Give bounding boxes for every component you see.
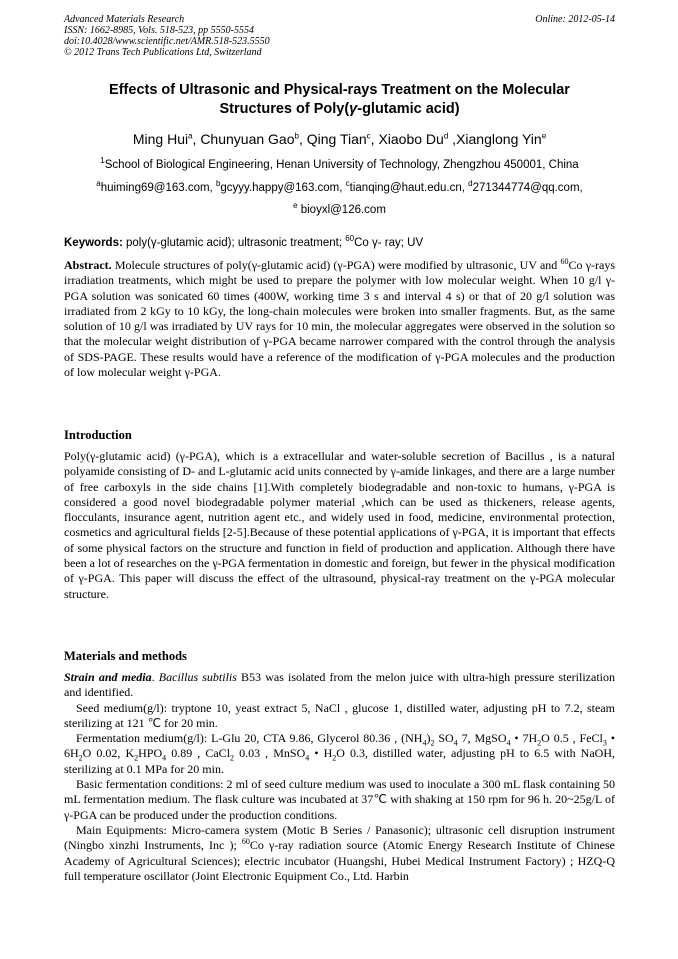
abstract-text: Molecule structures of poly(γ-glutamic acid) (γ-PGA) were modified by ultrasonic, UV and [111,258,561,272]
author: ,Xianglong Yin [448,131,542,147]
author-list [64,130,615,148]
author-mark: a [188,131,193,141]
author-mark: b [294,131,299,141]
equipment-paragraph [64,823,615,884]
keywords-text: Co γ- ray; UV [354,237,424,249]
keywords-text: poly(γ-glutamic acid); ultrasonic treatment; [122,237,346,249]
email-list-2 [64,202,615,218]
author: , Qing Tian [298,131,367,147]
subscript: 2 [134,753,139,763]
author: Ming Hui [132,131,189,147]
text-run: O 0.02, K [82,746,135,761]
subscript: 4 [506,738,511,748]
author-mark: d [443,131,449,141]
isotope-mark: 60 [560,257,569,266]
fermentation-medium-paragraph [64,731,615,777]
title-line-1: Effects of Ultrasonic and Physical-rays Treatment on the Molecular [109,82,570,98]
affiliation-text: School of Biological Engineering, Henan University of Technology, Zhengzhou 450001, China [104,159,579,171]
text-run: HPO [138,746,163,761]
text-run: 0.89 , CaCl [166,746,231,761]
text-run: • H [309,746,333,761]
abstract-label: Abstract. [64,258,112,272]
subscript: 3 [602,738,607,748]
author-mark: c [366,131,371,141]
issn-line: ISSN: 1662-8985, Vols. 518-523, pp 5550-5554 [64,25,254,36]
introduction-section [64,449,615,602]
strain-paragraph [64,670,615,701]
text-run: 7, MgSO [457,731,507,746]
online-date: Online: 2012-05-14 [535,14,615,25]
text-run: • 6H [64,731,615,761]
text-run: Main Equipments: Micro-camera system (Motic B Series / Panasonic); ultrasonic cell disruption instrument (Ningbo xinzhi Instruments, Inc ); [64,822,615,853]
text-run: Fermentation medium(g/l): L-Glu 20, CTA 9.86, Glycerol 80.36 , (NH [76,731,423,746]
subscript: 2 [537,738,542,748]
affiliation-mark: 1 [100,156,105,166]
subscript: 2 [78,753,83,763]
email-mark: b [215,179,221,189]
email: gcyyy.happy@163.com, [220,182,346,194]
title-part: Structures of Poly( [219,101,350,117]
strain-text: B53 was isolated from the melon juice with ultra-high pressure sterilization and identified. [64,670,616,700]
author: , Chunyuan Gao [192,131,295,147]
title-gamma: γ [349,101,358,117]
journal-header [64,14,615,58]
text-run: O 0.3, distilled water, adjusting pH to 6.5 with NaOH, sterilizing at 0.1 MPa for 20 min. [64,746,615,776]
subscript: 4 [162,753,167,763]
email: huiming69@163.com, [100,182,216,194]
text-run: Co γ-ray radiation source (Atomic Energy Research Institute of Chinese Academy of Agricultural Sciences); electric incubator (Huangshi, Hubei Medical Instrument Factory) ; HZQ-Q full temperature oscillator (Joint Electronic Equipment Co., Ltd. Harbin [64,838,615,883]
subscript: 4 [305,753,310,763]
text-run: 0.03 , MnSO [234,746,306,761]
subscript: 4 [422,738,427,748]
separator: . [151,670,159,684]
species-name: Bacillus subtilis [158,670,237,684]
email-mark: d [468,179,473,189]
abstract-text: Co γ-rays irradiation treatments, which might be used to prepare the polymer with low molecular weight. When 10 g/l γ-PGA solution was sonicated 60 times (400W, working time 3 s and interval 4 s) or that of 20 g/l solution was irradiated from 2 kGy to 10 kGy, the long-chain molecules were broken into smaller fragments. But, as the same solution of 10 g/l was irradiated by UV rays for 10 min, the molecular aggregates were observed in the solution so that the molecular weight distribution of γ-PGA became narrower compared with the control through the analysis of SDS-PAGE. These results would have a reference of the modification of γ-PGA molecules and the production of low molecular weight γ-PGA. [64,258,616,380]
abstract [64,258,615,380]
subscript: 2 [230,753,235,763]
title-part: -glutamic acid) [357,101,460,117]
email: tianqing@haut.edu.cn, [349,182,469,194]
text-run: ) [426,731,431,746]
methods-section [64,670,615,884]
email-mark: e [293,201,298,211]
methods-heading: Materials and methods [64,649,187,663]
abstract-paragraph [64,258,615,380]
doi-line: doi:10.4028/www.scientific.net/AMR.518-523.5550 [64,36,270,47]
subscript: 2 [332,753,337,763]
fermentation-conditions-paragraph: Basic fermentation conditions: 2 ml of seed culture medium was used to inoculate a 300 mL flask containing 50 mL fermentation medium. The flask culture was incubated at 37℃ with shaking at 150 rpm for 96 h. 20~25g/L of γ-PGA can be produced under the production conditions. [64,777,615,822]
journal-name: Advanced Materials Research [64,14,185,25]
subscript: 4 [453,738,458,748]
keywords [64,235,615,251]
email-list [64,180,615,196]
email: 271344774@qq.com, [472,182,583,194]
paper-title [64,81,615,119]
keywords-label: Keywords: [64,237,123,249]
copyright-line: © 2012 Trans Tech Publications Ltd, Switzerland [64,47,262,58]
email-mark: c [345,179,350,189]
email: bioyxl@126.com [297,204,386,216]
subscript: 2 [430,738,435,748]
introduction-heading: Introduction [64,428,132,442]
email-mark: a [96,179,101,189]
author: , Xiaobo Du [370,131,444,147]
affiliation [64,157,615,173]
title-line-2 [64,100,615,119]
text-run: SO [434,731,454,746]
text-run: O 0.5 , FeCl [541,731,603,746]
seed-medium-paragraph: Seed medium(g/l): tryptone 10, yeast extract 5, NaCl , glucose 1, distilled water, adjusting pH to 7.2, steam sterilizing at 121 ℃ for 20 min. [64,700,615,730]
strain-label: Strain and media [64,670,152,684]
introduction-paragraph: Poly(γ-glutamic acid) (γ-PGA), which is a extracellular and water-soluble secretion of Bacillus , is a natural polyamide consisting of D- and L-glutamic acid units connected by γ-amide linkages, and there are a large number of free carboxyls in the side chains [1].With completely biodegradable and non-toxic to humans, γ-PGA is considered a good novel biodegradable polymer material ,which can be used as thickeners, release agents, flocculants, insurance agent, nutrition agent etc., and widely used in food, medicine, environmental protection, cosmetics and agricultural fields [2-5].Because of these potential applications of γ-PGA, it is important that effects of some physical factors on the structure and function in field of production and application. Although there have been a lot of researches on the γ-PGA fermentation in domestic and foreign, but fewer in the physical modification of γ-PGA. This paper will discuss the effect of the ultrasound, physical-ray treatment on the γ-PGA molecular structure. [64,449,615,601]
author-mark: e [541,131,547,141]
isotope-mark: 60 [345,234,355,244]
isotope-mark: 60 [241,837,250,847]
text-run: • 7H [510,731,538,746]
